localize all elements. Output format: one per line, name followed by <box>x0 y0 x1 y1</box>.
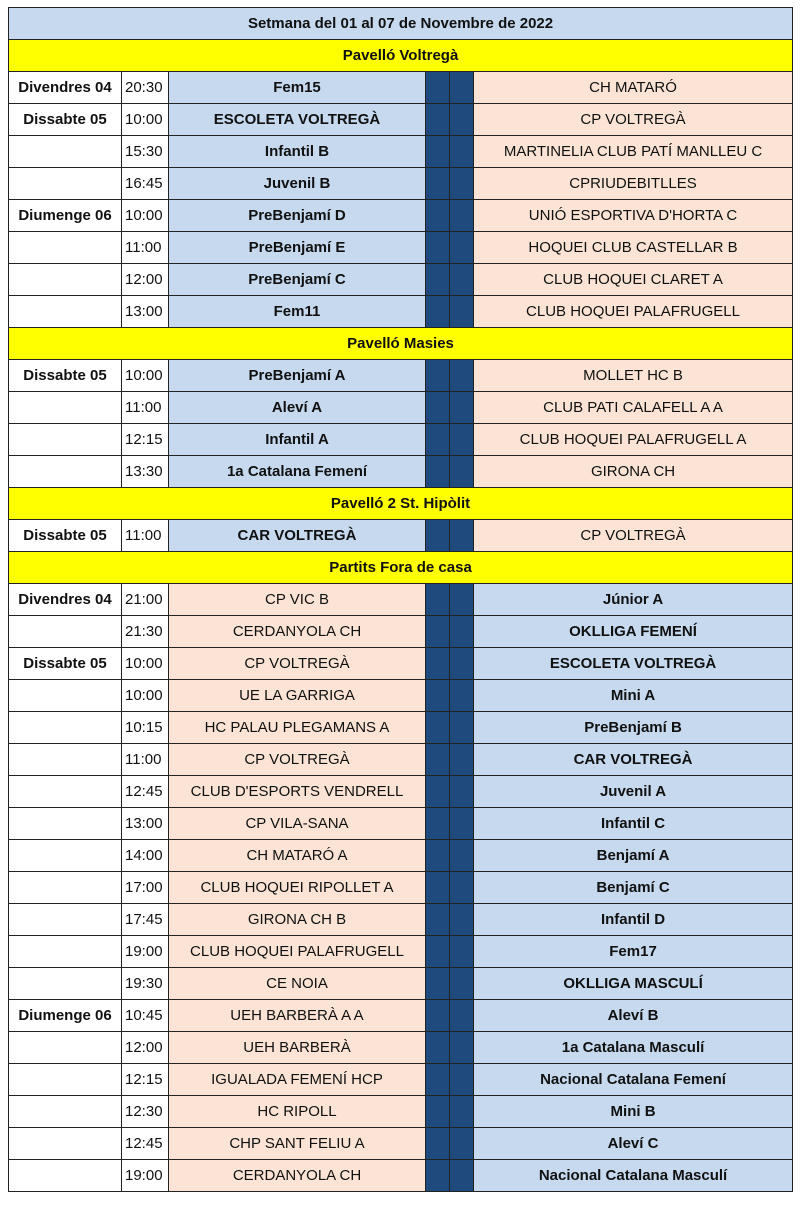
time-cell: 11:00 <box>122 744 169 776</box>
day-cell <box>9 712 122 744</box>
team-cell: OKLLIGA MASCULÍ <box>474 968 793 1000</box>
score-away-cell <box>450 264 474 296</box>
match-row <box>9 936 793 968</box>
day-cell <box>9 936 122 968</box>
time-cell: 17:00 <box>122 872 169 904</box>
time-cell: 17:45 <box>122 904 169 936</box>
score-home-cell <box>426 72 450 104</box>
opponent-cell: CP VOLTREGÀ <box>474 520 793 552</box>
time-cell: 12:30 <box>122 1096 169 1128</box>
time-cell: 12:15 <box>122 424 169 456</box>
match-row <box>9 1128 793 1160</box>
day-cell <box>9 1160 122 1192</box>
score-away-cell <box>450 232 474 264</box>
match-row <box>9 1000 793 1032</box>
score-away-cell <box>450 872 474 904</box>
day-cell <box>9 392 122 424</box>
team-cell: Infantil C <box>474 808 793 840</box>
match-row <box>9 680 793 712</box>
score-away-cell <box>450 456 474 488</box>
day-cell: Divendres 04 <box>9 584 122 616</box>
score-home-cell <box>426 712 450 744</box>
score-home-cell <box>426 424 450 456</box>
team-cell: Mini B <box>474 1096 793 1128</box>
match-row <box>9 232 793 264</box>
time-cell: 19:00 <box>122 1160 169 1192</box>
opponent-cell: HC PALAU PLEGAMANS A <box>169 712 426 744</box>
team-cell: Nacional Catalana Masculí <box>474 1160 793 1192</box>
score-home-cell <box>426 584 450 616</box>
opponent-cell: CPRIUDEBITLLES <box>474 168 793 200</box>
day-cell <box>9 904 122 936</box>
day-cell: Dissabte 05 <box>9 104 122 136</box>
score-home-cell <box>426 136 450 168</box>
team-cell: 1a Catalana Femení <box>169 456 426 488</box>
time-cell: 10:45 <box>122 1000 169 1032</box>
time-cell: 10:00 <box>122 104 169 136</box>
match-row <box>9 264 793 296</box>
opponent-cell: CLUB D'ESPORTS VENDRELL <box>169 776 426 808</box>
score-away-cell <box>450 1160 474 1192</box>
opponent-cell: CHP SANT FELIU A <box>169 1128 426 1160</box>
day-cell: Diumenge 06 <box>9 200 122 232</box>
match-row <box>9 776 793 808</box>
score-away-cell <box>450 200 474 232</box>
score-home-cell <box>426 648 450 680</box>
team-cell: Infantil B <box>169 136 426 168</box>
opponent-cell: CH MATARÓ <box>474 72 793 104</box>
score-away-cell <box>450 1000 474 1032</box>
section-row <box>9 552 793 584</box>
day-cell <box>9 1096 122 1128</box>
opponent-cell: CERDANYOLA CH <box>169 1160 426 1192</box>
match-row <box>9 712 793 744</box>
match-row <box>9 872 793 904</box>
team-cell: Benjamí C <box>474 872 793 904</box>
team-cell: ESCOLETA VOLTREGÀ <box>169 104 426 136</box>
time-cell: 14:00 <box>122 840 169 872</box>
match-row <box>9 1032 793 1064</box>
opponent-cell: CLUB HOQUEI PALAFRUGELL <box>474 296 793 328</box>
score-away-cell <box>450 712 474 744</box>
match-row <box>9 648 793 680</box>
time-cell: 12:15 <box>122 1064 169 1096</box>
day-cell: Divendres 04 <box>9 72 122 104</box>
score-away-cell <box>450 744 474 776</box>
section-row <box>9 328 793 360</box>
time-cell: 12:45 <box>122 1128 169 1160</box>
score-away-cell <box>450 1032 474 1064</box>
time-cell: 21:00 <box>122 584 169 616</box>
score-home-cell <box>426 904 450 936</box>
opponent-cell: UE LA GARRIGA <box>169 680 426 712</box>
score-home-cell <box>426 520 450 552</box>
opponent-cell: CLUB HOQUEI CLARET A <box>474 264 793 296</box>
match-row <box>9 72 793 104</box>
time-cell: 19:00 <box>122 936 169 968</box>
score-away-cell <box>450 776 474 808</box>
score-home-cell <box>426 360 450 392</box>
team-cell: Aleví C <box>474 1128 793 1160</box>
opponent-cell: CLUB HOQUEI PALAFRUGELL A <box>474 424 793 456</box>
time-cell: 19:30 <box>122 968 169 1000</box>
match-row <box>9 840 793 872</box>
score-home-cell <box>426 296 450 328</box>
team-cell: Infantil A <box>169 424 426 456</box>
score-away-cell <box>450 904 474 936</box>
score-home-cell <box>426 200 450 232</box>
team-cell: Aleví B <box>474 1000 793 1032</box>
day-cell: Dissabte 05 <box>9 648 122 680</box>
team-cell: CAR VOLTREGÀ <box>169 520 426 552</box>
opponent-cell: CP VILA-SANA <box>169 808 426 840</box>
team-cell: Aleví A <box>169 392 426 424</box>
day-cell <box>9 424 122 456</box>
team-cell: Benjamí A <box>474 840 793 872</box>
section-title: Pavelló 2 St. Hipòlit <box>9 488 793 520</box>
time-cell: 12:00 <box>122 264 169 296</box>
score-home-cell <box>426 1128 450 1160</box>
opponent-cell: CLUB HOQUEI RIPOLLET A <box>169 872 426 904</box>
day-cell <box>9 168 122 200</box>
score-away-cell <box>450 840 474 872</box>
score-away-cell <box>450 72 474 104</box>
day-cell <box>9 1064 122 1096</box>
day-cell <box>9 680 122 712</box>
day-cell <box>9 840 122 872</box>
day-cell <box>9 968 122 1000</box>
opponent-cell: UNIÓ ESPORTIVA D'HORTA C <box>474 200 793 232</box>
team-cell: PreBenjamí A <box>169 360 426 392</box>
score-away-cell <box>450 360 474 392</box>
team-cell: Juvenil B <box>169 168 426 200</box>
time-cell: 11:00 <box>122 520 169 552</box>
opponent-cell: UEH BARBERÀ A A <box>169 1000 426 1032</box>
score-home-cell <box>426 1000 450 1032</box>
score-away-cell <box>450 168 474 200</box>
match-row <box>9 392 793 424</box>
team-cell: Juvenil A <box>474 776 793 808</box>
opponent-cell: GIRONA CH <box>474 456 793 488</box>
team-cell: Mini A <box>474 680 793 712</box>
match-row <box>9 168 793 200</box>
score-away-cell <box>450 1128 474 1160</box>
score-home-cell <box>426 968 450 1000</box>
team-cell: PreBenjamí C <box>169 264 426 296</box>
score-away-cell <box>450 1064 474 1096</box>
day-cell <box>9 136 122 168</box>
day-cell <box>9 1128 122 1160</box>
opponent-cell: CP VOLTREGÀ <box>474 104 793 136</box>
schedule-title: Setmana del 01 al 07 de Novembre de 2022 <box>9 8 793 40</box>
score-away-cell <box>450 296 474 328</box>
time-cell: 11:00 <box>122 392 169 424</box>
score-home-cell <box>426 392 450 424</box>
day-cell <box>9 296 122 328</box>
opponent-cell: HC RIPOLL <box>169 1096 426 1128</box>
match-row <box>9 744 793 776</box>
match-row <box>9 136 793 168</box>
time-cell: 10:15 <box>122 712 169 744</box>
time-cell: 15:30 <box>122 136 169 168</box>
team-cell: Júnior A <box>474 584 793 616</box>
score-home-cell <box>426 936 450 968</box>
match-row <box>9 904 793 936</box>
match-row <box>9 1064 793 1096</box>
score-away-cell <box>450 584 474 616</box>
time-cell: 20:30 <box>122 72 169 104</box>
day-cell <box>9 776 122 808</box>
opponent-cell: MARTINELIA CLUB PATÍ MANLLEU C <box>474 136 793 168</box>
time-cell: 12:00 <box>122 1032 169 1064</box>
score-home-cell <box>426 744 450 776</box>
section-title: Pavelló Voltregà <box>9 40 793 72</box>
score-home-cell <box>426 168 450 200</box>
day-cell <box>9 264 122 296</box>
team-cell: 1a Catalana Masculí <box>474 1032 793 1064</box>
opponent-cell: HOQUEI CLUB CASTELLAR B <box>474 232 793 264</box>
schedule-table <box>8 7 793 1192</box>
score-home-cell <box>426 840 450 872</box>
score-home-cell <box>426 456 450 488</box>
team-cell: OKLLIGA FEMENÍ <box>474 616 793 648</box>
time-cell: 10:00 <box>122 648 169 680</box>
match-row <box>9 104 793 136</box>
time-cell: 13:00 <box>122 808 169 840</box>
score-away-cell <box>450 936 474 968</box>
day-cell <box>9 1032 122 1064</box>
time-cell: 13:30 <box>122 456 169 488</box>
team-cell: PreBenjamí E <box>169 232 426 264</box>
day-cell <box>9 616 122 648</box>
time-cell: 12:45 <box>122 776 169 808</box>
score-away-cell <box>450 616 474 648</box>
opponent-cell: CP VOLTREGÀ <box>169 648 426 680</box>
match-row <box>9 1160 793 1192</box>
match-row <box>9 424 793 456</box>
score-home-cell <box>426 808 450 840</box>
score-home-cell <box>426 1096 450 1128</box>
time-cell: 21:30 <box>122 616 169 648</box>
match-row <box>9 360 793 392</box>
score-home-cell <box>426 1160 450 1192</box>
day-cell <box>9 872 122 904</box>
score-home-cell <box>426 104 450 136</box>
team-cell: Infantil D <box>474 904 793 936</box>
match-row <box>9 584 793 616</box>
day-cell <box>9 808 122 840</box>
opponent-cell: IGUALADA FEMENÍ HCP <box>169 1064 426 1096</box>
score-home-cell <box>426 776 450 808</box>
day-cell: Diumenge 06 <box>9 1000 122 1032</box>
match-row <box>9 296 793 328</box>
time-cell: 10:00 <box>122 680 169 712</box>
score-away-cell <box>450 424 474 456</box>
team-cell: Fem15 <box>169 72 426 104</box>
opponent-cell: CH MATARÓ A <box>169 840 426 872</box>
team-cell: CAR VOLTREGÀ <box>474 744 793 776</box>
opponent-cell: GIRONA CH B <box>169 904 426 936</box>
score-away-cell <box>450 808 474 840</box>
section-title: Partits Fora de casa <box>9 552 793 584</box>
match-row <box>9 456 793 488</box>
score-home-cell <box>426 264 450 296</box>
team-cell: ESCOLETA VOLTREGÀ <box>474 648 793 680</box>
time-cell: 10:00 <box>122 200 169 232</box>
team-cell: PreBenjamí D <box>169 200 426 232</box>
day-cell <box>9 232 122 264</box>
match-row <box>9 1096 793 1128</box>
day-cell <box>9 456 122 488</box>
score-away-cell <box>450 648 474 680</box>
score-home-cell <box>426 1032 450 1064</box>
opponent-cell: CERDANYOLA CH <box>169 616 426 648</box>
opponent-cell: UEH BARBERÀ <box>169 1032 426 1064</box>
score-away-cell <box>450 680 474 712</box>
score-home-cell <box>426 1064 450 1096</box>
opponent-cell: CE NOIA <box>169 968 426 1000</box>
time-cell: 16:45 <box>122 168 169 200</box>
day-cell <box>9 744 122 776</box>
match-row <box>9 616 793 648</box>
match-row <box>9 808 793 840</box>
score-home-cell <box>426 232 450 264</box>
match-row <box>9 200 793 232</box>
score-away-cell <box>450 392 474 424</box>
score-home-cell <box>426 616 450 648</box>
score-away-cell <box>450 1096 474 1128</box>
section-title: Pavelló Masies <box>9 328 793 360</box>
opponent-cell: MOLLET HC B <box>474 360 793 392</box>
opponent-cell: CP VIC B <box>169 584 426 616</box>
score-away-cell <box>450 520 474 552</box>
score-away-cell <box>450 968 474 1000</box>
score-away-cell <box>450 136 474 168</box>
team-cell: PreBenjamí B <box>474 712 793 744</box>
match-row <box>9 520 793 552</box>
opponent-cell: CLUB PATI CALAFELL A A <box>474 392 793 424</box>
day-cell: Dissabte 05 <box>9 520 122 552</box>
time-cell: 11:00 <box>122 232 169 264</box>
score-away-cell <box>450 104 474 136</box>
section-row <box>9 488 793 520</box>
team-cell: Nacional Catalana Femení <box>474 1064 793 1096</box>
section-row <box>9 40 793 72</box>
score-home-cell <box>426 872 450 904</box>
time-cell: 10:00 <box>122 360 169 392</box>
time-cell: 13:00 <box>122 296 169 328</box>
team-cell: Fem17 <box>474 936 793 968</box>
opponent-cell: CLUB HOQUEI PALAFRUGELL <box>169 936 426 968</box>
score-home-cell <box>426 680 450 712</box>
match-row <box>9 968 793 1000</box>
day-cell: Dissabte 05 <box>9 360 122 392</box>
opponent-cell: CP VOLTREGÀ <box>169 744 426 776</box>
team-cell: Fem11 <box>169 296 426 328</box>
